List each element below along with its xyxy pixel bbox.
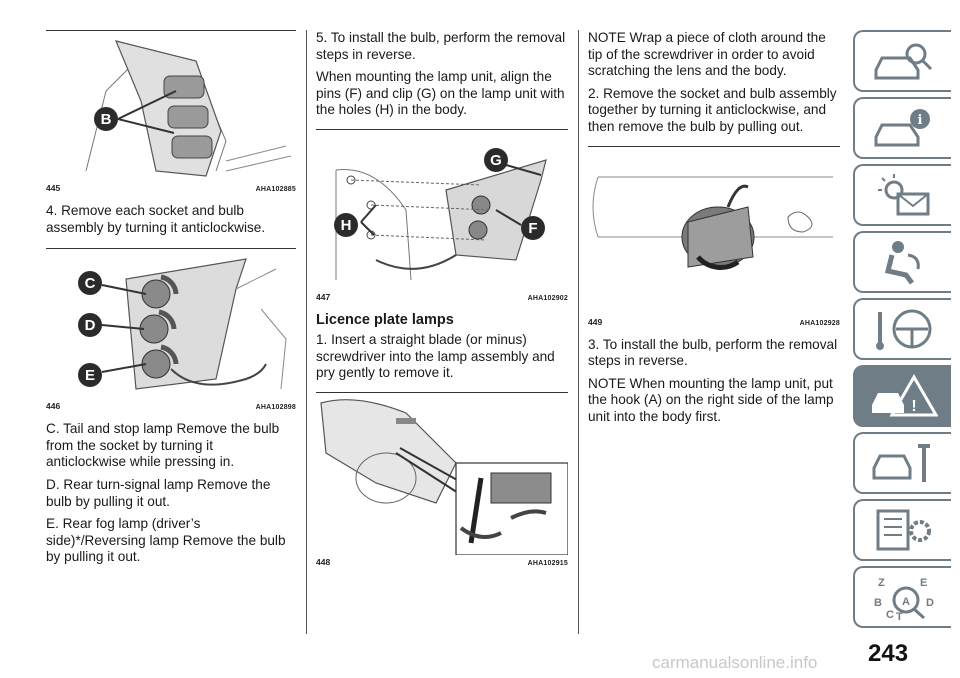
index-letter: D (926, 597, 934, 609)
car-search-icon (868, 36, 938, 86)
chapter-tabs (853, 30, 951, 633)
figure-code: AHA102885 (255, 186, 296, 193)
warning-lights-icon (868, 170, 938, 220)
tab-knowing-your-car[interactable] (853, 30, 951, 92)
index-letter: T (896, 611, 903, 622)
figure-number: 445 (46, 183, 61, 193)
column-3 (588, 30, 840, 432)
figure-caption (46, 401, 296, 411)
bulb-sockets-illustration-446 (46, 249, 296, 399)
page-number: 243 (868, 640, 909, 667)
figure-caption (46, 183, 296, 193)
figure-447 (316, 130, 568, 302)
tab-safety[interactable] (853, 231, 951, 293)
callout-c: C (84, 275, 96, 293)
figure-446 (46, 249, 296, 411)
callout-e: E (84, 367, 96, 385)
figure-caption (588, 317, 840, 327)
callout-d: D (84, 317, 96, 335)
step-d-text: D. Rear turn-signal lamp Remove the bulb by pulling it out. (46, 476, 271, 509)
section-heading: Licence plate lamps (316, 311, 454, 328)
licence-step-1-text: 1. Insert a straight blade (or minus) screwdriver into the lamp assembly and pry gently to remove it. (316, 331, 555, 381)
figure-number: 448 (316, 556, 331, 567)
figure-445 (46, 31, 296, 193)
index-search-icon (868, 572, 938, 622)
column-divider (306, 30, 307, 634)
index-letter: A (902, 596, 910, 608)
emergency-car-icon (868, 371, 938, 421)
callout-b: B (100, 111, 112, 128)
airbag-seat-icon (868, 237, 938, 287)
socket-removal-illustration-449 (588, 147, 840, 315)
figure-448 (316, 393, 568, 567)
mounting-text: When mounting the lamp unit, align the pins (F) and clip (G) on the lamp unit with the holes (H) in the body. (316, 69, 565, 118)
tab-index[interactable] (853, 566, 951, 628)
figure-number: 447 (316, 291, 331, 302)
svg-text:!: ! (911, 398, 917, 415)
callout-g: G (490, 151, 502, 169)
column-divider (578, 30, 579, 634)
tab-servicing-care[interactable] (853, 432, 951, 494)
licence-step-2-text: 2. Remove the socket and bulb assembly together by turning it anticlockwise, and then remove the bulb by pulling out. (588, 85, 837, 134)
figure-caption (316, 292, 568, 302)
step-e-text: E. Rear fog lamp (driver’s side)*/Reversing lamp Remove the bulb by pulling it out. (46, 516, 286, 565)
lamp-unit-illustration-447 (316, 130, 568, 290)
figure-449 (588, 147, 840, 327)
car-service-icon (868, 438, 938, 488)
index-letter: C (886, 609, 894, 621)
figure-code: AHA102928 (799, 319, 840, 327)
figure-number: 449 (588, 316, 603, 327)
figure-code: AHA102902 (527, 294, 568, 302)
column-2 (316, 30, 568, 567)
figure-number: 446 (46, 401, 61, 412)
figure-caption (316, 557, 568, 567)
step-c-text: C. Tail and stop lamp Remove the bulb from the socket by turning it anticlockwise while pressing in. (46, 421, 280, 470)
note-2-text: NOTE When mounting the lamp unit, put the hook (A) on the right side of the lamp unit into the body first. (588, 375, 834, 424)
index-letter: E (920, 577, 928, 589)
figure-code: AHA102915 (527, 559, 568, 567)
technical-data-icon (868, 505, 938, 555)
watermark: carmanualsonline.info (652, 653, 818, 672)
step-5-text: 5. To install the bulb, perform the removal steps in reverse. (316, 30, 566, 62)
note-1-text: NOTE Wrap a piece of cloth around the tip of the screwdriver in order to avoid scratching the lens and the body. (588, 30, 826, 79)
figure-code: AHA102898 (255, 404, 296, 412)
step-4-text: 4. Remove each socket and bulb assembly by turning it anticlockwise. (46, 203, 266, 235)
callout-h: H (340, 216, 352, 234)
index-letter: Z (878, 577, 885, 589)
svg-text:i: i (917, 113, 923, 128)
licence-step-3-text: 3. To install the bulb, perform the removal steps in reverse. (588, 336, 838, 369)
column-1 (46, 30, 296, 572)
tab-starting-driving[interactable] (853, 298, 951, 360)
car-info-icon (868, 103, 938, 153)
tab-in-an-emergency[interactable] (853, 365, 951, 427)
licence-lamp-illustration-448 (316, 393, 568, 555)
steering-wheel-icon (868, 304, 938, 354)
tail-lamp-illustration-445 (46, 31, 296, 181)
tab-warning-lights[interactable] (853, 164, 951, 226)
callout-f: F (528, 219, 538, 237)
tab-technical-data[interactable] (853, 499, 951, 561)
index-letter: B (874, 597, 882, 609)
tab-knowing-instrument-panel[interactable] (853, 97, 951, 159)
